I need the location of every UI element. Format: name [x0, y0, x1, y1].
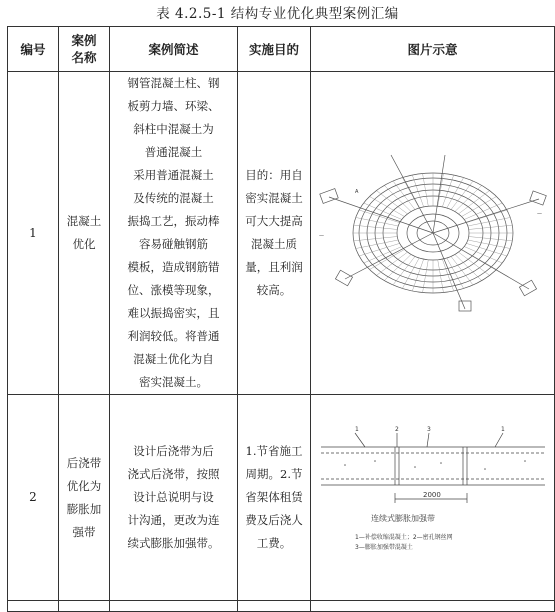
desc-line: 容易碰触钢筋 — [139, 237, 208, 251]
goal-line: 可大大提高 — [245, 214, 303, 228]
table-row — [8, 72, 555, 395]
desc-line: 模板，造成钢筋错 — [127, 260, 220, 274]
goal-line: 1.节省施工 — [245, 444, 303, 458]
row-name-line: 后浇带 — [66, 455, 102, 470]
desc-line: 计沟通，更改为连 — [127, 513, 220, 527]
goal-line: 工费。 — [256, 536, 292, 550]
desc-line: 普通混凝土 — [144, 145, 203, 159]
callout-label: 1 — [500, 425, 505, 433]
callout-label: 3 — [426, 425, 431, 433]
figure-title: 连续式膨胀加强带 — [370, 513, 435, 523]
row-no: 1 — [8, 72, 59, 395]
row-name-line: 混凝土 — [66, 214, 102, 228]
figure-legend: 3—膨胀加强带混凝土 — [354, 543, 413, 551]
desc-line: 浇式后浇带，按照 — [127, 467, 220, 481]
table-row-partial — [8, 601, 555, 612]
row-name-line: 强带 — [72, 524, 96, 539]
row-figure — [311, 395, 555, 601]
row-name-line: 膨胀加 — [66, 501, 102, 516]
row-desc — [110, 395, 238, 601]
row-name — [59, 72, 110, 395]
svg-text:—: — — [318, 233, 324, 239]
header-row — [8, 27, 555, 72]
row-name — [59, 395, 110, 601]
goal-line: 周期。2.节 — [245, 467, 303, 481]
table-caption: 表 4.2.5-1 结构专业优化典型案例汇编 — [156, 6, 399, 22]
header-name-line1: 案例 — [71, 33, 97, 48]
goal-line: 较高。 — [256, 283, 292, 297]
svg-text:—: — — [536, 211, 542, 217]
table-row — [8, 395, 555, 601]
desc-line: 位、涨模等现象， — [127, 283, 220, 297]
expansion-band-drawing — [315, 423, 551, 573]
header-goal: 实施目的 — [238, 27, 311, 72]
row-name-line: 优化为 — [66, 478, 102, 493]
callout-label: 2 — [394, 425, 399, 433]
row-name-line: 优化 — [72, 237, 96, 251]
desc-line: 板剪力墙、环梁、 — [127, 99, 220, 113]
header-name-line2: 名称 — [71, 50, 97, 65]
header-no: 编号 — [8, 27, 59, 72]
row-figure — [311, 72, 555, 395]
goal-line: 费及后浇人 — [245, 513, 303, 527]
row-desc — [110, 72, 238, 395]
header-name — [59, 27, 110, 72]
desc-line: 采用普通混凝土 — [133, 168, 214, 182]
header-desc: 案例简述 — [110, 27, 238, 72]
desc-line: 利润较低。将普通 — [127, 329, 220, 343]
desc-line: 混凝土优化为自 — [133, 352, 214, 366]
dimension-label: 2000 — [422, 490, 441, 499]
desc-line: 设计后浇带为后 — [133, 444, 214, 458]
desc-line: 振捣工艺，振动棒 — [127, 214, 220, 228]
desc-line: 密实混凝土。 — [139, 375, 208, 389]
goal-line: 量，且利润 — [245, 260, 303, 274]
row-goal — [238, 72, 311, 395]
goal-line: 混凝土质 — [251, 237, 297, 251]
desc-line: 难以振捣密实，且 — [127, 306, 220, 320]
svg-text:A: A — [354, 189, 358, 195]
row-no: 2 — [8, 395, 59, 601]
callout-label: 1 — [354, 425, 359, 433]
goal-line: 密实混凝土 — [245, 191, 303, 205]
goal-line: 省架体租赁 — [245, 490, 303, 504]
desc-line: 及传统的混凝土 — [133, 191, 214, 205]
desc-line: 钢管混凝土柱、钢 — [127, 76, 220, 90]
figure-legend: 1—补偿收缩混凝土；2—密孔钢丝网 — [354, 533, 453, 541]
header-image: 图片示意 — [311, 27, 555, 72]
case-table — [7, 26, 555, 612]
goal-line: 目的：用自 — [245, 168, 303, 182]
desc-line: 斜柱中混凝土为 — [133, 122, 214, 136]
desc-line: 设计总说明与设 — [133, 490, 214, 504]
row-goal — [238, 395, 311, 601]
circular-plan-drawing — [315, 153, 551, 313]
desc-line: 续式膨胀加强带。 — [127, 536, 220, 550]
